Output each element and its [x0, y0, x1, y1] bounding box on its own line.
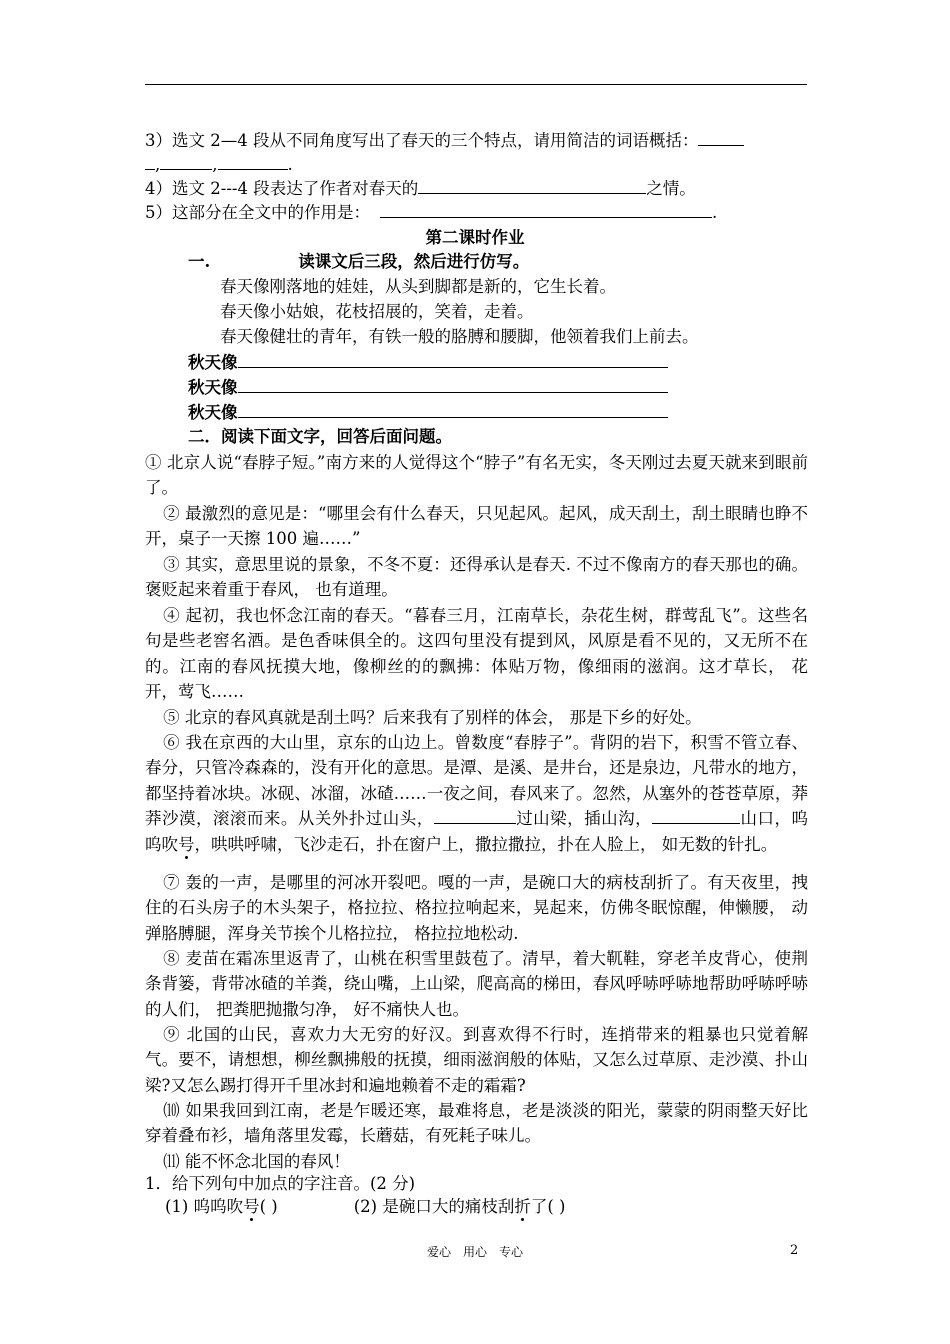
passage-paragraph-6: ⑥ 我在京西的大山里，京东的山边上。曾数度“春脖子”。背阴的岩下，积雪不管立春、春分，只管冷森森的，没有开化的意思。是潭、是溪、是井台，还是泉边，凡带水的地方，都坚持着冰块。冰砚、冰溜，冰碴……一夜之间，春风来了。忽然，从塞外的苍苍草原，莽莽沙漠，滚滚而来。从关外扑过山头， 过山梁，插山沟， 山口，呜呜吹号，哄哄呼啸，飞沙走石，扑在窗户上，撒拉撒拉，扑在人脸上， 如无数的针扎。	[145, 733, 809, 854]
answer-blank	[160, 152, 212, 170]
passage-paragraph-1: ① 北京人说“春脖子短。”南方来的人觉得这个“脖子”有名无实，冬天刚过去夏天就来到眼前了。	[145, 453, 808, 498]
answer-blank	[218, 152, 288, 170]
passage-paragraph-5: ⑤ 北京的春风真就是刮土吗？后来我有了别样的体会， 那是下乡的好处。	[163, 708, 702, 727]
answer-blank	[145, 152, 155, 170]
page-footer: 爱心 用心 专心	[426, 1245, 524, 1259]
passage-paragraph-11: ⑾ 能不怀念北国的春风！	[163, 1152, 350, 1171]
question-4: 4）选文 2---4 段表达了作者对春天的 之情。	[145, 176, 810, 201]
fill-blank	[434, 806, 516, 824]
part1-heading: 一. 读课文后三段，然后进行仿写。	[188, 252, 530, 271]
question-5: 5）这部分在全文中的作用是： .	[145, 200, 810, 225]
fill-blank	[652, 806, 740, 824]
part2-heading: 二．阅读下面文字，回答后面问题。	[188, 427, 452, 446]
passage-paragraph-8: ⑧ 麦苗在霜冻里返青了，山桃在积雪里鼓苞了。清早，着大靰鞋，穿老羊皮背心，使荆条背篓，背带冰碴的羊粪，绕山嘴，上山梁，爬高高的梯田，春风呼哧呼哧地帮助呼哧呼哧的人们， 把粪肥抛撒匀净， 好不痛快人也。	[145, 949, 808, 1019]
emphasis-dot-char: 折	[514, 1197, 531, 1216]
passage-paragraph-7: ⑦ 轰的一声，是哪里的河冰开裂吧。嘎的一声，是碗口大的病枝刮折了。有天夜里，拽住的石头房子的木头架子，格拉拉、格拉拉响起来，晃起来，仿佛冬眠惊醒，伸懒腰， 动弹胳膊腿，浑身关节挨个儿格拉拉， 格拉拉地松动.	[145, 873, 808, 943]
imitation-prompt-3: 秋天像	[188, 400, 853, 425]
answer-blank	[238, 375, 668, 393]
answer-blank	[380, 200, 712, 218]
passage-paragraph-10: ⑽ 如果我回到江南，老是乍暖还寒，最难将息，老是淡淡的阳光，蒙蒙的阴雨整天好比穿着叠布衫，墙角落里发霉，长蘑菇，有死耗子味儿。	[145, 1101, 808, 1146]
header-rule	[145, 84, 807, 85]
emphasis-dot-char: 号	[178, 834, 195, 854]
question-1-items: (1) 呜呜吹号( ) (2) 是碗口大的痛枝刮折了( )	[165, 1197, 566, 1216]
example-2: 春天像小姑娘，花枝招展的，笑着，走着。	[220, 302, 534, 321]
answer-blank	[238, 350, 668, 368]
page-number: 2	[790, 1243, 799, 1258]
imitation-prompt-2: 秋天像	[188, 375, 853, 400]
passage-paragraph-2: ② 最激烈的意见是：“哪里会有什么春天，只见起风。起风，成天刮土，刮土眼睛也睁不开，桌子一天擦 100 遍……”	[145, 504, 808, 549]
section-title: 第二课时作业	[425, 228, 525, 247]
answer-blank	[238, 400, 668, 418]
question-3-line1: 3）选文 2—4 段从不同角度写出了春天的三个特点，请用简洁的词语概括：	[145, 128, 810, 153]
question-3-line2: , , .	[145, 152, 810, 177]
question-1-stem: 1．给下列句中加点的字注音。(2 分)	[145, 1174, 416, 1193]
answer-blank	[418, 176, 646, 194]
imitation-prompt-1: 秋天像	[188, 350, 853, 375]
example-3: 春天像健壮的青年，有铁一般的胳膊和腰脚，他领着我们上前去。	[220, 327, 699, 346]
emphasis-dot-char: 号	[243, 1197, 260, 1216]
passage-paragraph-9: ⑨ 北国的山民，喜欢力大无穷的好汉。到喜欢得不行时，连捎带来的粗暴也只觉着解气。要不，请想想，柳丝飘拂般的抚摸，细雨滋润般的体贴，又怎么过草原、走沙漠、扑山梁?又怎么踢打得开千里冰封和遍地赖着不走的霜霜?	[145, 1025, 808, 1095]
answer-blank	[698, 128, 744, 146]
example-1: 春天像刚落地的娃娃，从头到脚都是新的，它生长着。	[220, 277, 616, 296]
passage-paragraph-4: ④ 起初，我也怀念江南的春天。“暮春三月，江南草长，杂花生树，群莺乱飞”。这些名句是些老窖名酒。是色香味俱全的。这四句里没有提到风，风原是看不见的，又无所不在的。江南的春风抚摸大地，像柳丝的的飘拂：体贴万物，像细雨的滋润。这才草长， 花开，莺飞……	[145, 606, 808, 702]
passage-paragraph-3: ③ 其实，意思里说的景象，不冬不夏：还得承认是春天. 不过不像南方的春天那也的确。褒贬起来着重于春风， 也有道理。	[145, 555, 808, 600]
